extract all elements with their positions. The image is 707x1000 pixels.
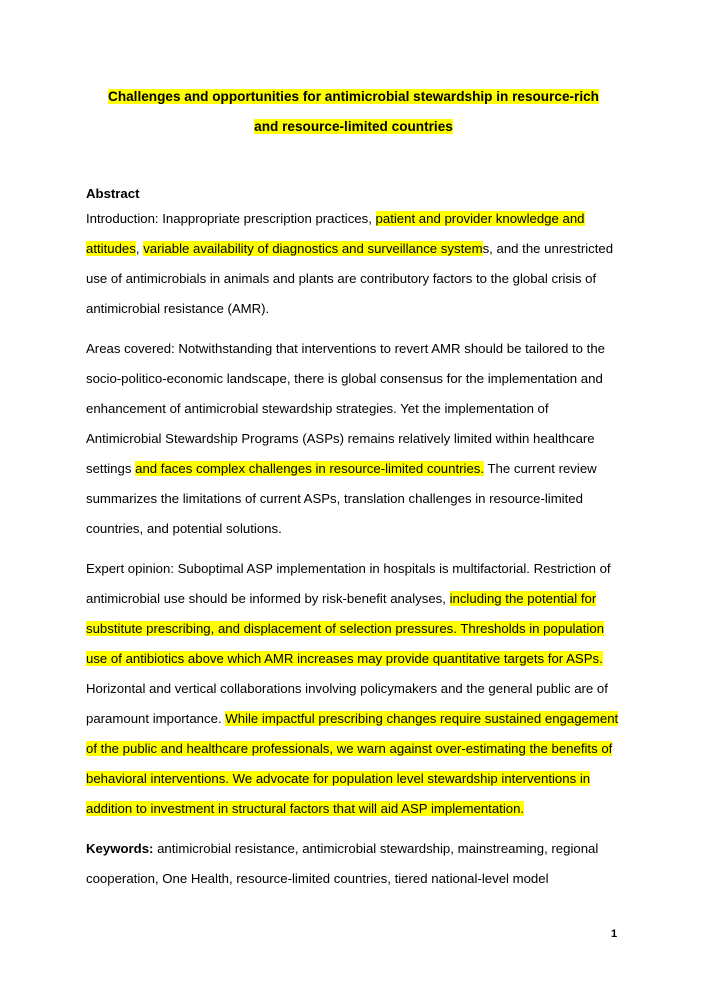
areas-text: countries, and potential solutions. bbox=[86, 521, 282, 536]
keywords-label: Keywords: bbox=[86, 841, 154, 856]
expert-highlight: behavioral interventions. We advocate for population level stewardship interventions in bbox=[86, 771, 591, 786]
expert-highlight: including the potential for bbox=[449, 591, 597, 606]
expert-text: paramount importance. bbox=[86, 711, 226, 726]
expert-opinion-paragraph bbox=[86, 554, 619, 824]
introduction-paragraph bbox=[86, 204, 616, 324]
expert-highlight: addition to investment in structural factors that will aid ASP implementation. bbox=[86, 801, 525, 816]
expert-highlight: substitute prescribing, and displacement of selection pressures. Thresholds in population bbox=[86, 621, 605, 636]
intro-highlight: patient and provider knowledge and bbox=[375, 211, 585, 226]
intro-text: Introduction: Inappropriate prescription practices, bbox=[86, 211, 376, 226]
intro-highlight: attitudes bbox=[86, 241, 136, 256]
paper-title bbox=[80, 82, 627, 142]
expert-text: Horizontal and vertical collaborations involving policymakers and the general public are of bbox=[86, 681, 608, 696]
intro-highlight: variable availability of diagnostics and surveillance system bbox=[143, 241, 483, 256]
expert-text: antimicrobial use should be informed by risk-benefit analyses, bbox=[86, 591, 450, 606]
intro-text: , bbox=[135, 241, 144, 256]
expert-highlight: While impactful prescribing changes require sustained engagement bbox=[225, 711, 619, 726]
title-line-2: and resource-limited countries bbox=[254, 119, 453, 134]
expert-text: Expert opinion: Suboptimal ASP implementation in hospitals is multifactorial. Restriction of bbox=[86, 561, 611, 576]
abstract-heading: Abstract bbox=[86, 186, 140, 201]
areas-text: settings bbox=[86, 461, 136, 476]
areas-text: enhancement of antimicrobial stewardship strategies. Yet the implementation of bbox=[86, 401, 549, 416]
keywords-paragraph bbox=[86, 834, 616, 894]
intro-text: use of antimicrobials in animals and plants are contributory factors to the global crisis of bbox=[86, 271, 597, 286]
intro-text: antimicrobial resistance (AMR). bbox=[86, 301, 270, 316]
intro-text: s, and the unrestricted bbox=[482, 241, 614, 256]
areas-covered-paragraph bbox=[86, 334, 616, 544]
areas-text: Areas covered: Notwithstanding that interventions to revert AMR should be tailored to the bbox=[86, 341, 605, 356]
keywords-text: cooperation, One Health, resource-limited countries, tiered national-level model bbox=[86, 871, 549, 886]
areas-highlight: and faces complex challenges in resource-limited countries. bbox=[135, 461, 485, 476]
expert-highlight: use of antibiotics above which AMR increases may provide quantitative targets for ASPs. bbox=[86, 651, 603, 666]
areas-text: Antimicrobial Stewardship Programs (ASPs) remains relatively limited within healthcare bbox=[86, 431, 595, 446]
page-number: 1 bbox=[611, 928, 618, 940]
areas-text: summarizes the limitations of current ASPs, translation challenges in resource-limited bbox=[86, 491, 583, 506]
title-line-1: Challenges and opportunities for antimicrobial stewardship in resource-rich bbox=[108, 89, 599, 104]
areas-text: The current review bbox=[484, 461, 597, 476]
expert-highlight: of the public and healthcare professionals, we warn against over-estimating the benefits of bbox=[86, 741, 613, 756]
areas-text: socio-politico-economic landscape, there is global consensus for the implementation and bbox=[86, 371, 603, 386]
keywords-text: antimicrobial resistance, antimicrobial stewardship, mainstreaming, regional bbox=[153, 841, 599, 856]
